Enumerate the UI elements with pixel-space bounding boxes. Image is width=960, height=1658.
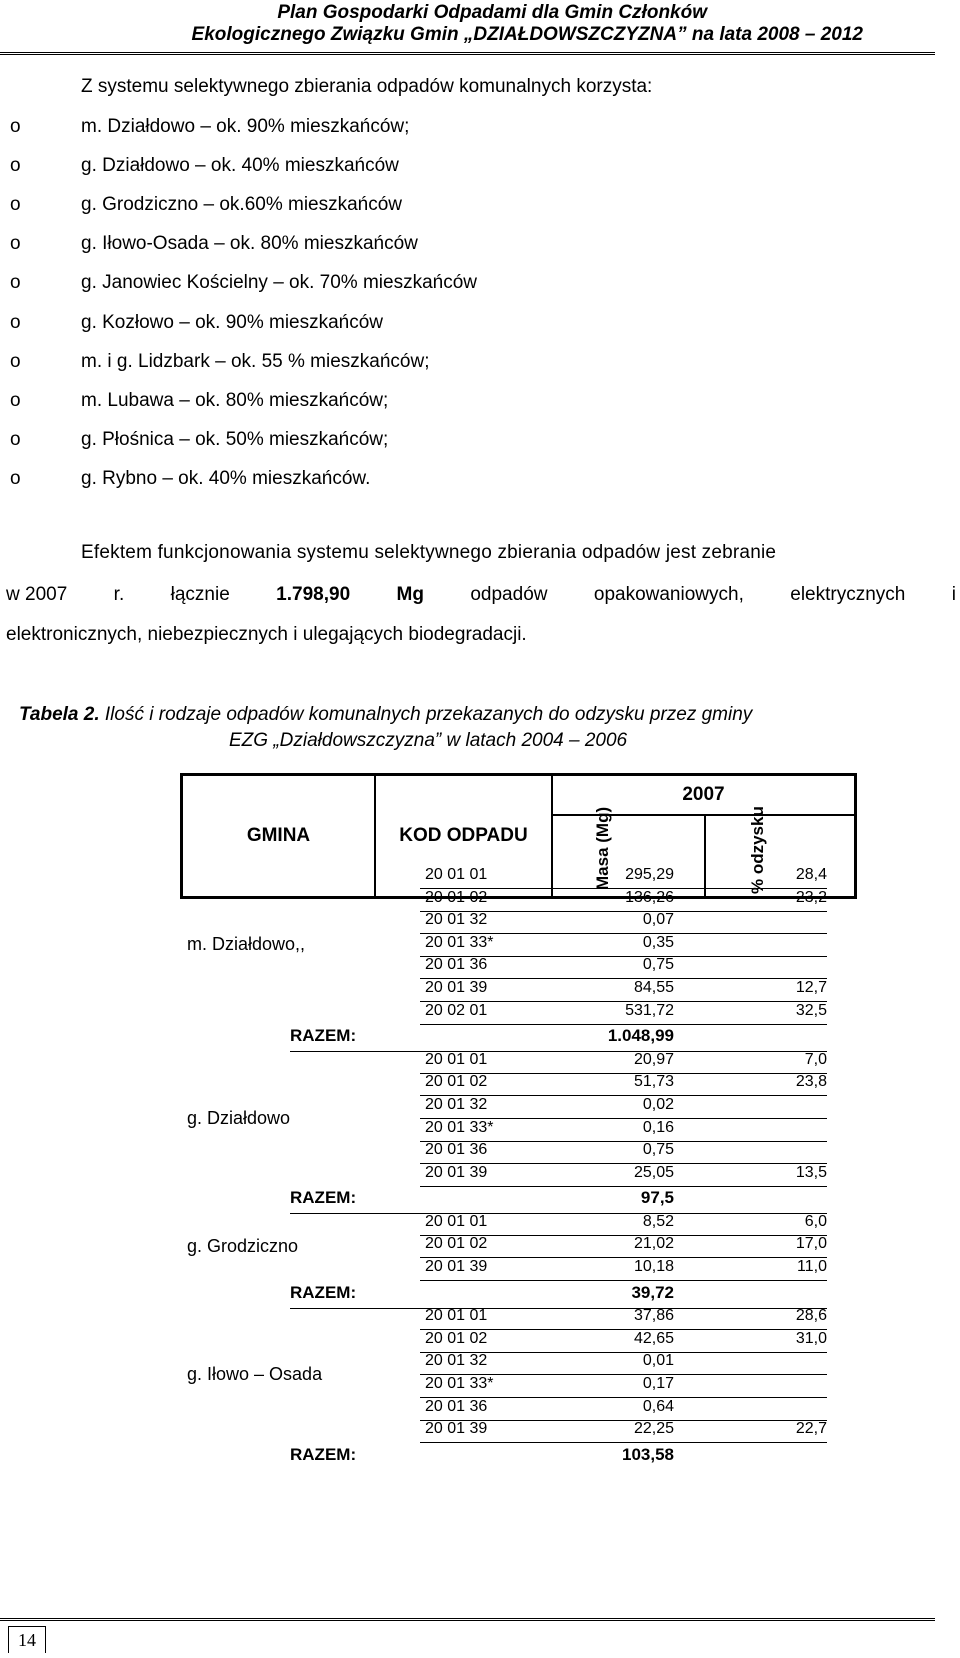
row-masa: 25,05 [633, 1163, 674, 1181]
bullet-marker: o [10, 155, 21, 177]
row-masa: 21,02 [633, 1235, 674, 1253]
bullet-text: m. Lubawa – ok. 80% mieszkańców; [81, 389, 389, 411]
bullet-marker: o [10, 389, 21, 411]
gmina-name: g. Grodziczno [187, 1235, 299, 1256]
bullet-marker: o [10, 311, 21, 333]
row-kod: 20 01 33* [425, 1118, 494, 1136]
page-header [0, 0, 935, 55]
row-odzysk: 17,0 [795, 1235, 827, 1253]
bullet-marker: o [10, 194, 21, 216]
paragraph-word: w 2007 [6, 584, 68, 605]
row-masa: 531,72 [625, 1001, 674, 1019]
paragraph-word: 1.798,90 [276, 584, 351, 605]
row-kod: 20 01 02 [425, 1329, 488, 1347]
razem-value: 39,72 [631, 1282, 674, 1302]
table-row [180, 911, 857, 934]
paragraph-word: r. [113, 584, 125, 605]
bullet-marker: o [10, 116, 21, 137]
row-divider [420, 1280, 827, 1281]
table-row [180, 1258, 857, 1281]
row-divider [420, 1186, 827, 1187]
row-masa: 136,26 [625, 888, 674, 906]
table-row [180, 979, 857, 1002]
table-row [180, 956, 857, 979]
row-odzysk: 23,2 [795, 888, 827, 906]
row-kod: 20 01 02 [425, 1073, 488, 1091]
bullet-marker: o [10, 467, 21, 489]
header-title-line1: Plan Gospodarki Odpadami dla Gmin Członków [277, 2, 707, 23]
razem-value: 103,58 [622, 1444, 674, 1464]
row-masa: 0,01 [642, 1352, 674, 1370]
bullet-text: g. Działdowo – ok. 40% mieszkańców [81, 155, 399, 177]
row-kod: 20 01 01 [425, 1212, 488, 1230]
bullet-text: g. Grodziczno – ok.60% mieszkańców [81, 194, 403, 216]
row-masa: 42,65 [633, 1329, 674, 1347]
table-caption-text: Ilość i rodzaje odpadów komunalnych przekazanych do odzysku przez gminy [104, 704, 753, 725]
row-divider [420, 1024, 827, 1025]
bullet-marker: o [10, 350, 21, 372]
row-kod: 20 01 01 [425, 1050, 488, 1068]
row-masa: 295,29 [625, 866, 674, 883]
table-row [180, 1307, 857, 1330]
bullet-text: g. Kozłowo – ok. 90% mieszkańców [81, 311, 384, 333]
table-row [180, 1051, 857, 1074]
gmina-name: g. Iłowo – Osada [187, 1363, 323, 1384]
razem-row [180, 1283, 857, 1309]
row-masa: 0,75 [642, 1141, 674, 1159]
paragraph-line1: Efektem funkcjonowania systemu selektywnego zbierania odpadów jest zebranie [81, 542, 777, 563]
page-footer-rule [0, 1618, 935, 1621]
row-kod: 20 01 39 [425, 1420, 488, 1438]
row-masa: 0,17 [642, 1374, 674, 1392]
row-masa: 0,16 [642, 1118, 674, 1136]
row-masa: 84,55 [633, 979, 674, 996]
row-kod: 20 01 32 [425, 911, 488, 929]
bullet-marker: o [10, 233, 21, 255]
razem-label: RAZEM: [290, 1282, 357, 1302]
table-row [180, 1164, 857, 1187]
row-masa: 0,07 [642, 911, 674, 929]
table-row [180, 1330, 857, 1353]
table-row [180, 1141, 857, 1164]
row-masa: 22,25 [633, 1420, 674, 1438]
bullet-text: m. i g. Lidzbark – ok. 55 % mieszkańców; [81, 350, 430, 372]
paragraph-word: opakowaniowych, [593, 584, 744, 605]
table-row [180, 1002, 857, 1025]
table-caption [19, 704, 752, 726]
row-kod: 20 01 32 [425, 1352, 488, 1370]
paragraph-line3: elektronicznych, niebezpiecznych i ulegających biodegradacji. [6, 624, 527, 645]
row-masa: 0,02 [642, 1095, 674, 1113]
row-masa: 20,97 [633, 1050, 674, 1068]
intro-text: Z systemu selektywnego zbierania odpadów komunalnych korzysta: [81, 76, 653, 97]
paragraph-word: elektrycznych [790, 584, 906, 605]
row-kod: 20 01 01 [425, 1307, 488, 1325]
header-masa-text: Masa (Mg) [593, 806, 612, 890]
paragraph-word: i [951, 584, 956, 605]
row-kod: 20 01 39 [425, 1258, 488, 1275]
row-divider [420, 1442, 827, 1443]
bullet-marker: o [10, 428, 21, 450]
row-odzysk: 31,0 [795, 1329, 827, 1347]
row-odzysk: 22,7 [795, 1420, 827, 1438]
row-odzysk: 32,5 [795, 1001, 827, 1019]
header-odzysk-text: % odzysku [748, 806, 767, 894]
razem-row [180, 1445, 857, 1471]
row-masa: 51,73 [633, 1073, 674, 1091]
table-row [180, 1073, 857, 1096]
razem-value: 97,5 [640, 1188, 674, 1208]
row-kod: 20 01 39 [425, 1163, 488, 1181]
header-gmina: GMINA [183, 776, 376, 896]
row-kod: 20 01 02 [425, 888, 488, 906]
row-kod: 20 01 02 [425, 1235, 488, 1253]
table-row [180, 1398, 857, 1421]
row-masa: 0,35 [642, 933, 674, 951]
row-masa: 10,18 [633, 1258, 674, 1275]
header-kod-odpadu: KOD ODPADU [376, 776, 553, 896]
row-kod: 20 01 32 [425, 1095, 488, 1113]
table-caption-line2: EZG „Działdowszczyzna” w latach 2004 – 2006 [229, 730, 628, 751]
gmina-name: g. Działdowo [187, 1107, 291, 1128]
row-kod: 20 01 01 [425, 866, 488, 883]
row-odzysk: 23,8 [795, 1073, 827, 1091]
razem-value: 1.048,99 [607, 1026, 674, 1046]
row-kod: 20 01 36 [425, 956, 488, 974]
row-kod: 20 01 36 [425, 1397, 488, 1415]
row-odzysk: 28,4 [795, 866, 827, 883]
paragraph-word: odpadów [470, 584, 548, 605]
row-masa: 0,64 [642, 1397, 674, 1415]
row-kod: 20 01 39 [425, 979, 488, 996]
header-year: 2007 [553, 776, 854, 816]
paragraph-word: łącznie [170, 584, 230, 605]
bullet-text: m. Działdowo – ok. 90% mieszkańców; [81, 116, 410, 137]
table-row [180, 1213, 857, 1236]
paragraph-line2 [6, 584, 956, 606]
row-kod: 20 01 36 [425, 1141, 488, 1159]
razem-label: RAZEM: [290, 1188, 357, 1208]
razem-label: RAZEM: [290, 1026, 357, 1046]
gmina-name: m. Działdowo,, [187, 934, 306, 955]
row-kod: 20 01 33* [425, 1374, 494, 1392]
bullet-text: g. Janowiec Kościelny – ok. 70% mieszkańców [81, 272, 478, 294]
bullet-marker: o [10, 272, 21, 294]
page-number: 14 [8, 1626, 46, 1653]
row-kod: 20 02 01 [425, 1001, 488, 1019]
row-odzysk: 11,0 [797, 1258, 827, 1275]
razem-label: RAZEM: [290, 1444, 357, 1464]
row-masa: 37,86 [633, 1307, 674, 1325]
row-odzysk: 12,7 [795, 979, 827, 996]
table-row [180, 866, 857, 889]
row-odzysk: 13,5 [795, 1163, 827, 1181]
table-caption-label: Tabela 2. [19, 704, 100, 725]
row-masa: 0,75 [642, 956, 674, 974]
bullet-text: g. Iłowo-Osada – ok. 80% mieszkańców [81, 233, 418, 255]
table-row [180, 889, 857, 912]
bullet-text: g. Płośnica – ok. 50% mieszkańców; [81, 428, 389, 450]
row-odzysk: 6,0 [804, 1212, 827, 1230]
header-title-line2: Ekologicznego Związku Gmin „DZIAŁDOWSZCZYZNA” na lata 2008 – 2012 [191, 24, 863, 45]
row-kod: 20 01 33* [425, 933, 494, 951]
row-masa: 8,52 [642, 1212, 674, 1230]
paragraph-word: Mg [396, 584, 424, 605]
row-odzysk: 7,0 [804, 1050, 827, 1068]
razem-row [180, 1188, 857, 1214]
table-row [180, 1420, 857, 1443]
bullet-text: g. Rybno – ok. 40% mieszkańców. [81, 467, 371, 489]
razem-row [180, 1026, 857, 1052]
row-odzysk: 28,6 [795, 1307, 827, 1325]
